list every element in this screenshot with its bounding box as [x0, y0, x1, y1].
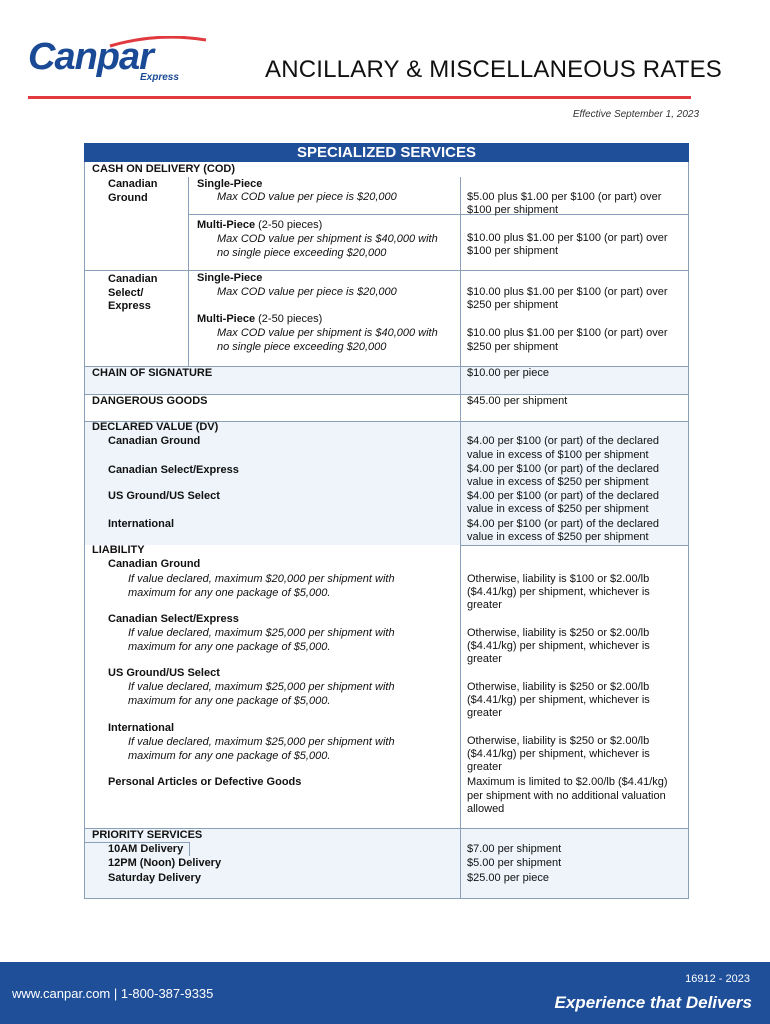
- cod-select-multi-rate-2: $250 per shipment: [467, 341, 559, 353]
- priority-row-label: 12PM (Noon) Delivery: [108, 857, 222, 869]
- header-divider: [28, 96, 691, 99]
- personal-articles-rate-1: Maximum is limited to $2.00/lb ($4.41/kg): [467, 776, 668, 788]
- footer-document-code: 16912 - 2023: [685, 973, 750, 985]
- liability-row-rate-2: ($4.41/kg) per shipment, whichever is: [467, 694, 650, 706]
- liability-row-rate-3: greater: [467, 761, 502, 773]
- column-divider-rate: [460, 177, 461, 899]
- priority-row-rate: $25.00 per piece: [467, 872, 549, 884]
- cod-select-multi-piece-range: (2-50 pieces): [255, 313, 323, 325]
- cod-select-label-1: Canadian: [108, 273, 158, 285]
- cod-ground-multi-rate-1: $10.00 plus $1.00 per $100 (or part) over: [467, 232, 668, 244]
- liability-row-rate-2: ($4.41/kg) per shipment, whichever is: [467, 640, 650, 652]
- declared-row-rate-1: $4.00 per $100 (or part) of the declared: [467, 463, 660, 475]
- declared-row-rate-1: $4.00 per $100 (or part) of the declared: [467, 490, 660, 502]
- priority-row-label: 10AM Delivery: [108, 843, 184, 855]
- declared-row-label: US Ground/US Select: [108, 490, 220, 502]
- liability-heading: LIABILITY: [92, 544, 145, 556]
- row-divider: [84, 898, 689, 899]
- declared-row-rate-2: value in excess of $250 per shipment: [467, 476, 649, 488]
- liability-row-desc-2: maximum for any one package of $5,000.: [128, 750, 331, 762]
- liability-row-rate-3: greater: [467, 653, 502, 665]
- footer-tagline: Experience that Delivers: [554, 993, 752, 1012]
- chain-of-signature-label: CHAIN OF SIGNATURE: [92, 367, 213, 379]
- personal-articles-rate-2: per shipment with no additional valuation: [467, 790, 666, 802]
- cod-select-single-piece-label: Single-Piece: [197, 272, 263, 284]
- row-divider: [84, 270, 689, 271]
- section-header: SPECIALIZED SERVICES: [84, 143, 689, 162]
- footer-contact: www.canpar.com | 1-800-387-9335: [12, 986, 214, 1001]
- liability-row-rate-1: Otherwise, liability is $250 or $2.00/lb: [467, 681, 650, 693]
- page-footer: [0, 962, 770, 1024]
- cod-ground-label-2: Ground: [108, 192, 148, 204]
- declared-row-rate-2: value in excess of $250 per shipment: [467, 531, 649, 543]
- declared-row-label: International: [108, 518, 175, 530]
- cod-select-multi-rate-1: $10.00 plus $1.00 per $100 (or part) over: [467, 327, 668, 339]
- cod-select-label-2: Select/: [108, 287, 144, 299]
- declared-row-label: Canadian Ground: [108, 435, 201, 447]
- table-border-left: [84, 162, 85, 899]
- cod-single-max: Max COD value per piece is $20,000: [217, 191, 397, 203]
- cod-ground-multi-rate-2: $100 per shipment: [467, 245, 559, 257]
- liability-row-label: International: [108, 722, 175, 734]
- cod-select-multi-max-1: Max COD value per shipment is $40,000 with: [217, 327, 438, 339]
- cod-select-multi-max-2: no single piece exceeding $20,000: [217, 341, 387, 353]
- liability-row-rate-1: Otherwise, liability is $100 or $2.00/lb: [467, 573, 650, 585]
- effective-date: Effective September 1, 2023: [572, 109, 699, 120]
- dangerous-goods-label: DANGEROUS GOODS: [92, 395, 208, 407]
- cod-multi-piece-name: Multi-Piece: [197, 219, 256, 231]
- dangerous-goods-rate: $45.00 per shipment: [467, 395, 568, 407]
- cod-select-multi-piece-label: [197, 313, 322, 327]
- canpar-logo: [28, 36, 188, 86]
- liability-row-desc-1: If value declared, maximum $25,000 per shipment with: [128, 736, 395, 748]
- liability-row-desc-1: If value declared, maximum $20,000 per shipment with: [128, 573, 395, 585]
- page-title: ANCILLARY & MISCELLANEOUS RATES: [265, 56, 723, 83]
- row-divider: [460, 545, 688, 546]
- liability-row-label: US Ground/US Select: [108, 667, 220, 679]
- row-divider: [188, 214, 688, 215]
- declared-value-heading: DECLARED VALUE (DV): [92, 421, 219, 433]
- liability-row-desc-1: If value declared, maximum $25,000 per shipment with: [128, 627, 395, 639]
- cod-ground-single-rate-2: $100 per shipment: [467, 204, 559, 216]
- logo-wordmark: Canpar: [28, 36, 153, 78]
- priority-row-rate: $7.00 per shipment: [467, 843, 562, 855]
- cell-divider: [189, 842, 190, 856]
- cod-select-single-rate-2: $250 per shipment: [467, 299, 559, 311]
- declared-row-label: Canadian Select/Express: [108, 464, 239, 476]
- declared-row-rate-1: $4.00 per $100 (or part) of the declared: [467, 518, 660, 530]
- liability-row-rate-3: greater: [467, 707, 502, 719]
- priority-row-rate: $5.00 per shipment: [467, 857, 562, 869]
- liability-row-rate-3: greater: [467, 599, 502, 611]
- cod-multi-piece-range: (2-50 pieces): [255, 219, 323, 231]
- column-divider-cod: [188, 177, 189, 366]
- cod-select-label-3: Express: [108, 300, 151, 312]
- liability-row-rate-1: Otherwise, liability is $250 or $2.00/lb: [467, 627, 650, 639]
- liability-row-rate-2: ($4.41/kg) per shipment, whichever is: [467, 748, 650, 760]
- declared-row-rate-1: $4.00 per $100 (or part) of the declared: [467, 435, 660, 447]
- cod-ground-single-rate-1: $5.00 plus $1.00 per $100 (or part) over: [467, 191, 662, 203]
- liability-row-desc-2: maximum for any one package of $5,000.: [128, 587, 331, 599]
- cod-select-single-rate-1: $10.00 plus $1.00 per $100 (or part) over: [467, 286, 668, 298]
- cod-select-multi-piece-name: Multi-Piece: [197, 313, 256, 325]
- priority-row-label: Saturday Delivery: [108, 872, 201, 884]
- cod-multi-max-1: Max COD value per shipment is $40,000 with: [217, 233, 438, 245]
- liability-row-desc-1: If value declared, maximum $25,000 per shipment with: [128, 681, 395, 693]
- logo-subtitle: Express: [140, 72, 179, 83]
- personal-articles-label: Personal Articles or Defective Goods: [108, 776, 302, 788]
- priority-services-heading: PRIORITY SERVICES: [92, 829, 203, 841]
- rates-table: [84, 162, 689, 899]
- liability-row-rate-2: ($4.41/kg) per shipment, whichever is: [467, 586, 650, 598]
- cod-multi-max-2: no single piece exceeding $20,000: [217, 247, 387, 259]
- liability-row-label: Canadian Ground: [108, 558, 201, 570]
- declared-row-rate-2: value in excess of $250 per shipment: [467, 503, 649, 515]
- liability-row-rate-1: Otherwise, liability is $250 or $2.00/lb: [467, 735, 650, 747]
- liability-row-desc-2: maximum for any one package of $5,000.: [128, 695, 331, 707]
- cod-heading: CASH ON DELIVERY (COD): [92, 163, 236, 175]
- cod-ground-label-1: Canadian: [108, 178, 158, 190]
- liability-row-label: Canadian Select/Express: [108, 613, 239, 625]
- personal-articles-rate-3: allowed: [467, 803, 505, 815]
- table-border-right: [688, 162, 689, 899]
- declared-row-rate-2: value in excess of $100 per shipment: [467, 449, 649, 461]
- cod-single-piece-label: Single-Piece: [197, 178, 263, 190]
- chain-of-signature-rate: $10.00 per piece: [467, 367, 549, 379]
- cod-select-single-max: Max COD value per piece is $20,000: [217, 286, 397, 298]
- liability-row-desc-2: maximum for any one package of $5,000.: [128, 641, 331, 653]
- cod-multi-piece-label: [197, 219, 322, 233]
